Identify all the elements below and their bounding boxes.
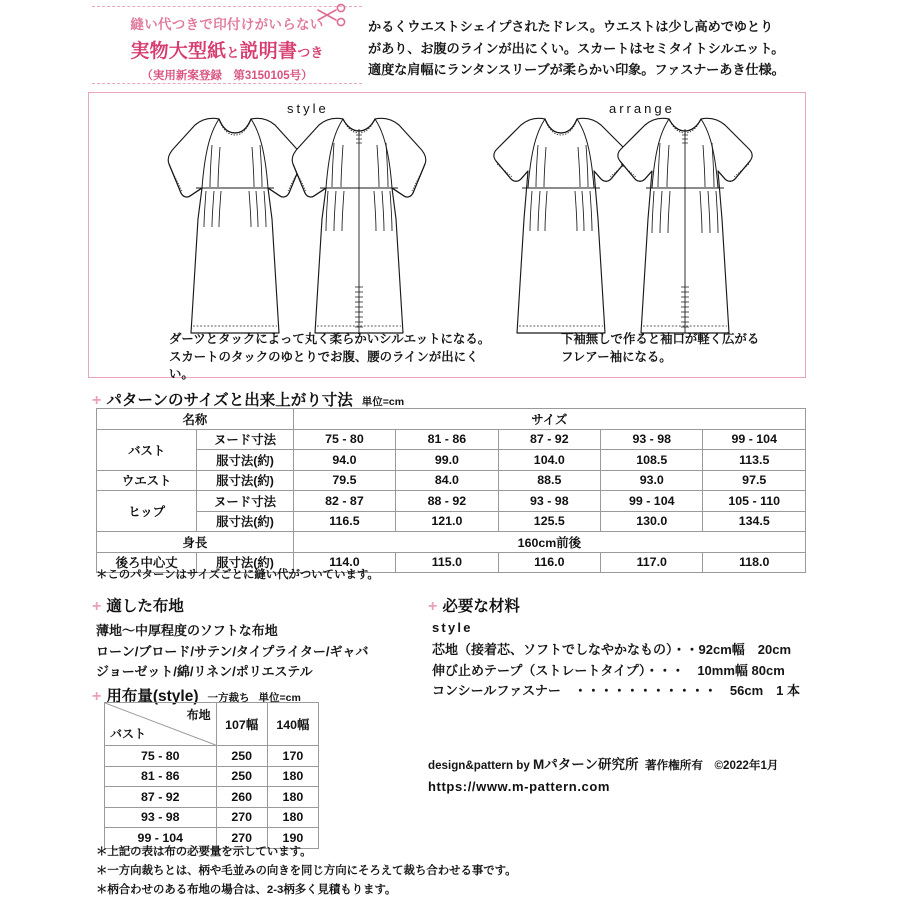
cell-bust: 75 - 80 xyxy=(105,746,217,767)
credit-copyright: 著作権所有 ©2022年1月 xyxy=(644,759,779,772)
cell-value: 88.5 xyxy=(498,470,600,491)
header-badge xyxy=(92,6,362,84)
cell-value: 114.0 xyxy=(293,552,395,573)
cell-w140: 180 xyxy=(267,766,318,787)
materials-line-2: 伸び止めテープ（ストレートタイプ）・・・ 10mm幅 80cm xyxy=(432,662,785,678)
cell-value: 93.0 xyxy=(601,470,703,491)
credit-line xyxy=(428,753,779,773)
cell-w107: 250 xyxy=(216,746,267,767)
size-header-name: 名称 xyxy=(97,409,294,430)
yardage-note-3: ＊柄合わせのある布地の場合は、2-3柄多く見積もります。 xyxy=(96,884,397,896)
table-row xyxy=(105,746,319,767)
cell-value: 99.0 xyxy=(396,450,498,471)
cell-value: 87 - 92 xyxy=(498,429,600,450)
yardage-col-header-107: 107幅 xyxy=(216,703,267,746)
cell-value: 125.5 xyxy=(498,511,600,532)
table-row xyxy=(97,429,806,450)
cell-value: 84.0 xyxy=(396,470,498,491)
credit-brand-name: パターン研究所 xyxy=(544,757,639,772)
illustration-caption-arrange xyxy=(561,331,791,366)
size-heading-unit: 単位=cm xyxy=(361,396,405,408)
cell-value: 99 - 104 xyxy=(601,491,703,512)
style-back-illustration xyxy=(292,118,426,333)
yardage-note-1: ＊上記の表は布の必要量を示しています。 xyxy=(96,846,312,858)
size-table-footnote: ＊このパターンはサイズごとに縫い代がついています。 xyxy=(96,569,379,581)
badge-line-2-suffix: つき xyxy=(297,45,324,60)
cell-value: 75 - 80 xyxy=(293,429,395,450)
table-row xyxy=(97,470,806,491)
cell-value: 130.0 xyxy=(601,511,703,532)
cell-value: 81 - 86 xyxy=(396,429,498,450)
credit-brand-initial: M xyxy=(533,757,545,772)
cell-value: 94.0 xyxy=(293,450,395,471)
materials-heading-text: 必要な材料 xyxy=(442,598,520,615)
cell-value: 99 - 104 xyxy=(703,429,806,450)
cell-bust: 81 - 86 xyxy=(105,766,217,787)
row-label-bust: バスト xyxy=(97,429,197,470)
arrange-back-illustration xyxy=(618,118,752,333)
row-label-backlength: 後ろ中心丈 xyxy=(97,552,197,573)
badge-line-2 xyxy=(92,36,362,63)
cell-value: 116.0 xyxy=(498,552,600,573)
plus-icon: + xyxy=(92,688,102,705)
arrange-front-illustration xyxy=(494,118,628,333)
cell-value: 118.0 xyxy=(703,552,806,573)
caption-style-line-2: スカートのタックのゆとりでお腹、腰のラインが出にくい。 xyxy=(169,349,479,381)
intro-line-2: があり、お腹のラインが出にくい。スカートはセミタイトシルエット。 xyxy=(368,40,785,56)
cell-value: 121.0 xyxy=(396,511,498,532)
yardage-corner-cell xyxy=(105,703,217,746)
intro-line-1: かるくウエストシェイプされたドレス。ウエストは少し高めでゆとり xyxy=(368,19,774,34)
table-row xyxy=(105,787,319,808)
row-sublabel: ヌード寸法 xyxy=(197,491,293,512)
badge-line-3: （実用新案登録 第3150105号） xyxy=(141,70,313,82)
row-sublabel: 服寸法(約) xyxy=(197,552,293,573)
cell-w140: 180 xyxy=(267,787,318,808)
yardage-sub-2: 単位=cm xyxy=(258,692,301,704)
materials-line-1: 芯地（接着芯、ソフトでしなやかなもの）・・92cm幅 20cm xyxy=(432,642,791,657)
yardage-heading-text: 用布量(style) xyxy=(106,688,199,705)
materials-variant-label: style xyxy=(432,620,473,635)
cell-w140: 170 xyxy=(267,746,318,767)
materials-line-3: コンシールファスナー ・・・・・・・・・・・ 56cm 1 本 xyxy=(432,683,800,698)
row-sublabel: 服寸法(約) xyxy=(197,450,293,471)
cell-w140: 180 xyxy=(267,807,318,828)
cell-value: 105 - 110 xyxy=(703,491,806,512)
table-header-row xyxy=(97,409,806,430)
scissors-icon xyxy=(316,3,350,29)
fabric-line-3: ジョーゼット/綿/リネン/ポリエステル xyxy=(96,664,313,679)
website-url[interactable]: https://www.m-pattern.com xyxy=(428,779,611,794)
style-front-illustration xyxy=(168,118,302,333)
cell-bust: 99 - 104 xyxy=(105,828,217,849)
table-row xyxy=(97,532,806,553)
cell-value: 104.0 xyxy=(498,450,600,471)
illustration-caption-style xyxy=(169,331,499,384)
size-table xyxy=(96,408,806,573)
intro-line-3: 適度な肩幅にランタンスリーブが柔らかい印象。ファスナーあき仕様。 xyxy=(368,62,785,77)
cell-w140: 190 xyxy=(267,828,318,849)
fabric-heading-text: 適した布地 xyxy=(106,598,184,615)
cell-w107: 270 xyxy=(216,807,267,828)
fabric-body xyxy=(96,621,436,683)
cell-w107: 250 xyxy=(216,766,267,787)
fabric-section-heading xyxy=(92,594,184,616)
yardage-note-2: ＊一方向裁ちとは、柄や毛並みの向きを同じ方向にそろえて裁ち合わせる事です。 xyxy=(96,865,517,877)
yardage-sub-1: 一方裁ち xyxy=(207,692,250,704)
yardage-table xyxy=(104,702,319,849)
row-sublabel: 服寸法(約) xyxy=(197,511,293,532)
badge-line-1: 縫い代つきで印付けがいらない xyxy=(130,17,324,32)
cell-value: 93 - 98 xyxy=(498,491,600,512)
table-row xyxy=(97,491,806,512)
materials-section-heading xyxy=(428,594,520,616)
table-row xyxy=(97,450,806,471)
illustration-panel xyxy=(88,92,806,381)
size-header-size: サイズ xyxy=(293,409,805,430)
table-row xyxy=(97,511,806,532)
cell-bust: 93 - 98 xyxy=(105,807,217,828)
intro-paragraph xyxy=(368,16,888,81)
fabric-line-1: 薄地〜中厚程度のソフトな布地 xyxy=(96,623,278,638)
cell-value: 97.5 xyxy=(703,470,806,491)
credit-prefix: design&pattern by xyxy=(428,759,534,772)
cell-value: 115.0 xyxy=(396,552,498,573)
illustration-label-style: style xyxy=(287,101,329,116)
caption-arrange-line-1: 下袖無しで作ると袖口が軽く広がる xyxy=(561,332,760,346)
plus-icon: + xyxy=(92,392,102,409)
caption-arrange-line-2: フレアー袖になる。 xyxy=(561,349,672,364)
table-row xyxy=(105,807,319,828)
badge-line-2-main: 実物大型紙 xyxy=(130,41,227,62)
cell-value: 82 - 87 xyxy=(293,491,395,512)
cell-w107: 260 xyxy=(216,787,267,808)
cell-value: 79.5 xyxy=(293,470,395,491)
corner-label-bust: バスト xyxy=(110,727,147,741)
size-heading-text: パターンのサイズと出来上がり寸法 xyxy=(106,392,353,409)
plus-icon: + xyxy=(428,598,438,615)
badge-line-2-mid: と xyxy=(226,45,240,60)
yardage-col-header-140: 140幅 xyxy=(267,703,318,746)
plus-icon: + xyxy=(92,598,102,615)
table-row xyxy=(105,766,319,787)
cell-value: 117.0 xyxy=(601,552,703,573)
cell-value: 113.5 xyxy=(703,450,806,471)
row-label-hip: ヒップ xyxy=(97,491,197,532)
cell-value: 134.5 xyxy=(703,511,806,532)
cell-value: 116.5 xyxy=(293,511,395,532)
size-section-heading xyxy=(92,388,404,410)
illustration-label-arrange: arrange xyxy=(609,101,675,116)
cell-value: 88 - 92 xyxy=(396,491,498,512)
badge-line-2-main2: 説明書 xyxy=(239,41,298,62)
caption-style-line-1: ダーツとタックによって丸く柔らかいシルエットになる。 xyxy=(169,332,491,346)
cell-value: 160cm前後 xyxy=(293,532,805,553)
row-label-height: 身長 xyxy=(97,532,294,553)
cell-bust: 87 - 92 xyxy=(105,787,217,808)
cell-value: 108.5 xyxy=(601,450,703,471)
cell-w107: 270 xyxy=(216,828,267,849)
table-header-row xyxy=(105,703,319,746)
materials-body xyxy=(432,640,882,702)
fabric-line-2: ローン/ブロード/サテン/タイプライター/ギャバ xyxy=(96,643,369,659)
row-sublabel: ヌード寸法 xyxy=(197,429,293,450)
row-label-waist: ウエスト xyxy=(97,470,197,491)
row-sublabel: 服寸法(約) xyxy=(197,470,293,491)
corner-label-fabric: 布地 xyxy=(186,708,211,722)
cell-value: 93 - 98 xyxy=(601,429,703,450)
